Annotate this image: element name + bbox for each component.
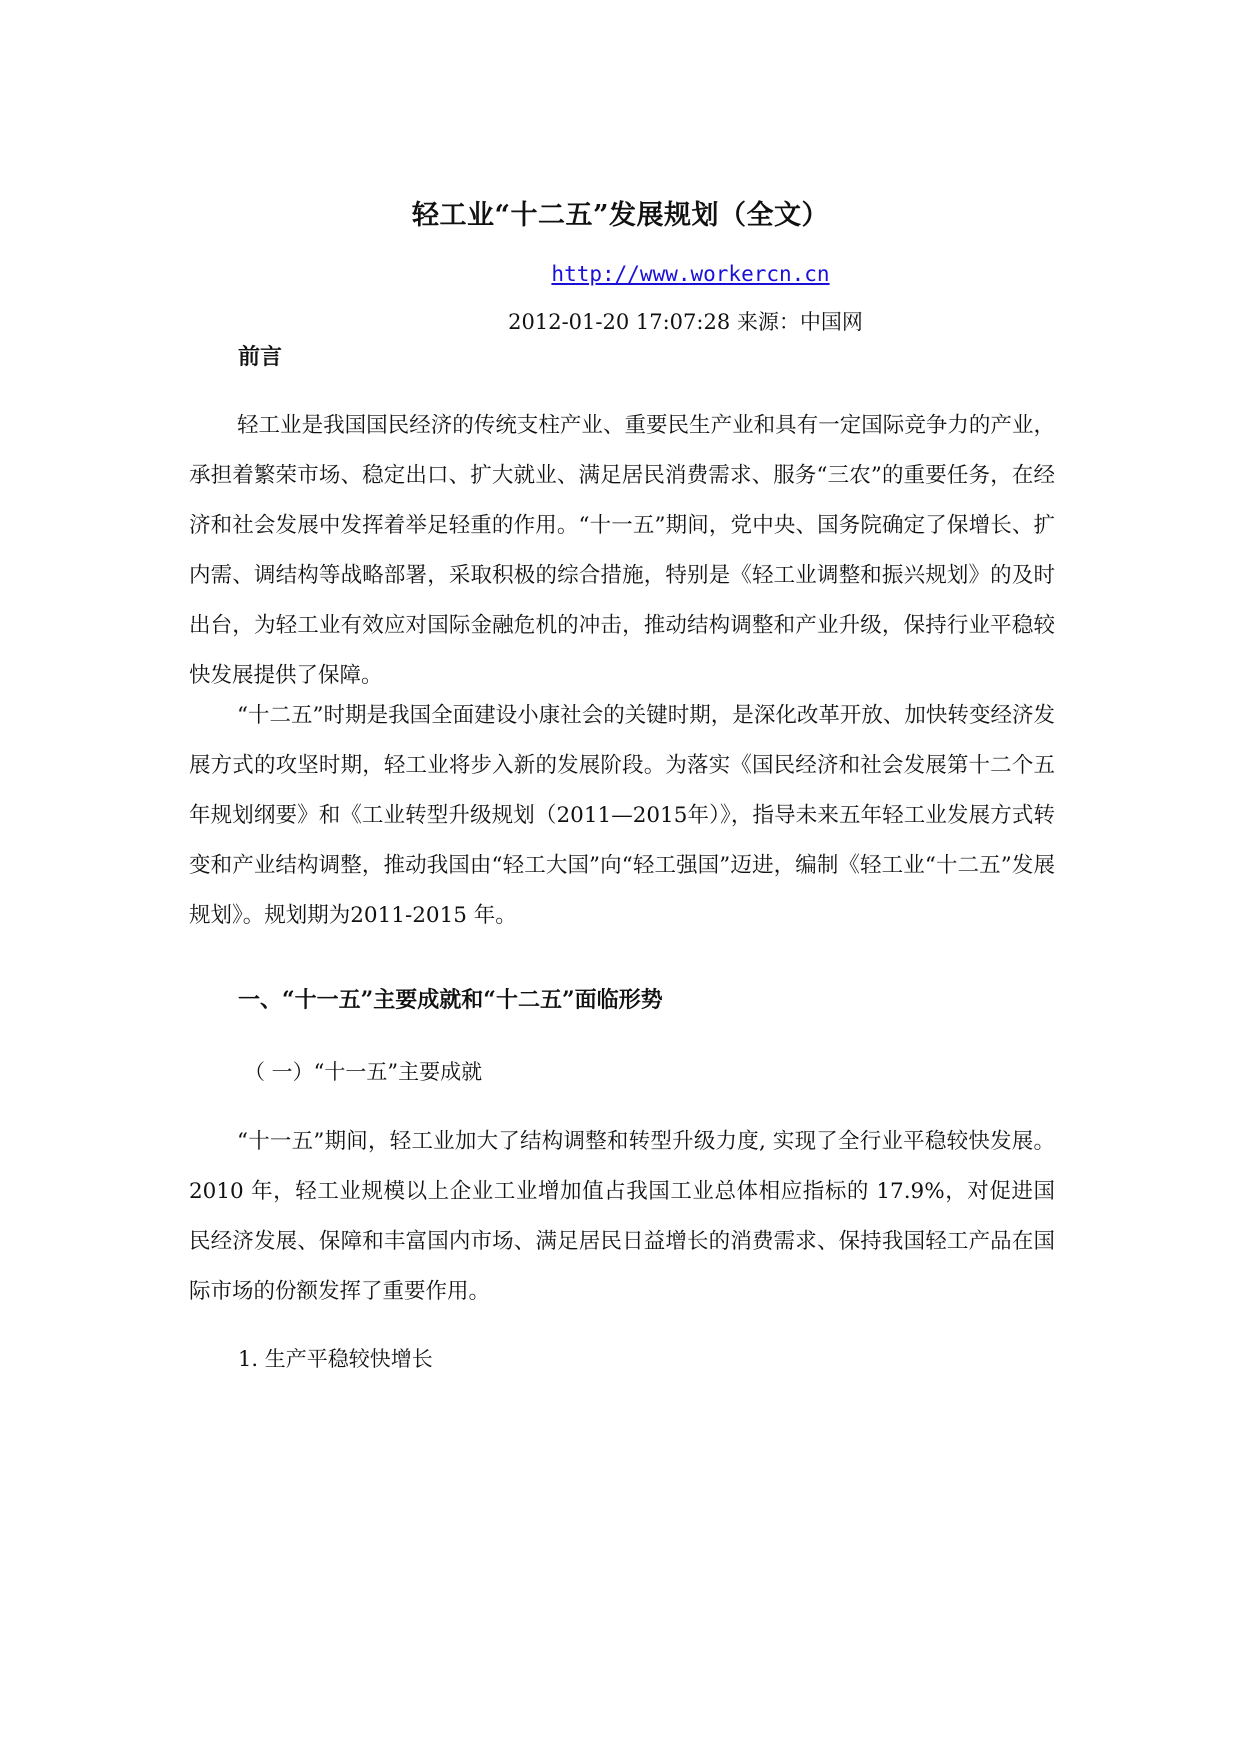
document-title: 轻工业“十二五”发展规划（全文）: [411, 200, 830, 231]
preface-heading: 前言: [238, 344, 283, 370]
section-1-heading: 一、“十一五”主要成就和“十二五”面临形势: [238, 987, 663, 1013]
subsection-1-heading: （ 一）“十一五”主要成就: [244, 1060, 483, 1084]
paragraph-2: “十二五”时期是我国全面建设小康社会的关键时期，是深化改革开放、加快转变经济发展方式的攻坚时期，轻工业将步入新的发展阶段。为落实《国民经济和社会发展第十二个五年规划纲要》和《工业转型升级规划（2011—2015年）》，指导未来五年轻工业发展方式转变和产业结构调整，推动我国由“轻工大国”向“轻工强国”迈进，编制《轻工业“十二五”发展规划》。规划期为2011-2015 年。: [189, 703, 1055, 928]
source-url-link[interactable]: http://www.workercn.cn: [551, 262, 830, 286]
paragraph-3: “十一五”期间，轻工业加大了结构调整和转型升级力度, 实现了全行业平稳较快发展。2010 年，轻工业规模以上企业工业增加值占我国工业总体相应指标的 17.9%，对促进国民经济发展、保障和丰富国内市场、满足居民日益增长的消费需求、保持我国轻工产品在国际市场的份额发挥了重要作用。: [189, 1129, 1055, 1304]
item-1-heading: 1. 生产平稳较快增长: [238, 1347, 433, 1371]
paragraph-1: 轻工业是我国国民经济的传统支柱产业、重要民生产业和具有一定国际竞争力的产业，承担着繁荣市场、稳定出口、扩大就业、满足居民消费需求、服务“三农”的重要任务，在经济和社会发展中发挥着举足轻重的作用。“十一五”期间，党中央、国务院确定了保增长、扩内需、调结构等战略部署，采取积极的综合措施，特别是《轻工业调整和振兴规划》的及时出台，为轻工业有效应对国际金融危机的冲击，推动结构调整和产业升级，保持行业平稳较快发展提供了保障。: [189, 413, 1055, 688]
date-source-line: 2012-01-20 17:07:28 来源：中国网: [508, 310, 863, 334]
source-url-line: [0, 258, 1241, 290]
